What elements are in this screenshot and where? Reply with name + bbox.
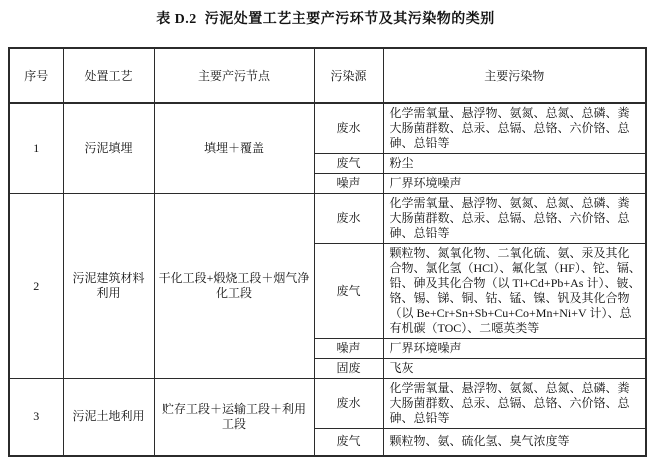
source-cell: 废水 — [314, 103, 383, 154]
table-title: 表 D.2 污泥处置工艺主要产污环节及其污染物的类别 — [156, 12, 495, 27]
header-cell-no: 序号 — [9, 48, 63, 103]
table-row — [9, 103, 646, 154]
header-cell-source: 污染源 — [314, 48, 383, 103]
pollutants-cell: 飞灰 — [383, 359, 646, 379]
pollutants-cell: 颗粒物、氨、硫化氢、臭气浓度等 — [383, 429, 646, 456]
table-row — [9, 379, 646, 429]
pollutants-cell: 颗粒物、氮氧化物、二氧化硫、氨、汞及其化合物、氯化氢（HCl）、氟化氢（HF）、铊、镉、铅、砷及其化合物（以 Tl+Cd+Pb+As 计）、铍、铬、锡、锑、铜、钴、锰、镍、钒及其化合物（以 Be+Cr+Sn+Sb+Cu+Co+Mn+Ni+V 计）、总有机碳（TOC）、二噁英类等 — [383, 244, 646, 339]
pollutants-cell: 化学需氧量、悬浮物、氨氮、总氮、总磷、粪大肠菌群数、总汞、总镉、总铬、六价铬、总砷、总铅等 — [383, 379, 646, 429]
source-cell: 噪声 — [314, 339, 383, 359]
source-cell: 固废 — [314, 359, 383, 379]
node-cell: 贮存工段＋运输工段＋利用工段 — [154, 379, 314, 456]
table-row — [9, 194, 646, 244]
node-cell: 干化工段+煅烧工段＋烟气净化工段 — [154, 194, 314, 379]
row-number-cell: 1 — [9, 103, 63, 194]
source-cell: 废气 — [314, 429, 383, 456]
pollutants-cell: 厂界环境噪声 — [383, 174, 646, 194]
pollutants-cell: 化学需氧量、悬浮物、氨氮、总氮、总磷、粪大肠菌群数、总汞、总镉、总铬、六价铬、总砷、总铅等 — [383, 194, 646, 244]
table-header — [9, 48, 646, 103]
header-row — [9, 48, 646, 103]
process-cell: 污泥填埋 — [63, 103, 154, 194]
header-cell-pollutants: 主要污染物 — [383, 48, 646, 103]
node-cell: 填埋＋覆盖 — [154, 103, 314, 194]
row-number-cell: 3 — [9, 379, 63, 456]
source-cell: 废水 — [314, 194, 383, 244]
source-cell: 废气 — [314, 154, 383, 174]
pollutants-cell: 粉尘 — [383, 154, 646, 174]
header-cell-node: 主要产污节点 — [154, 48, 314, 103]
pollutants-cell: 厂界环境噪声 — [383, 339, 646, 359]
pollutants-cell: 化学需氧量、悬浮物、氨氮、总氮、总磷、粪大肠菌群数、总汞、总镉、总铬、六价铬、总砷、总铅等 — [383, 103, 646, 154]
process-cell: 污泥土地利用 — [63, 379, 154, 456]
pollutants-table — [8, 47, 647, 457]
header-cell-process: 处置工艺 — [63, 48, 154, 103]
row-number-cell: 2 — [9, 194, 63, 379]
source-cell: 噪声 — [314, 174, 383, 194]
source-cell: 废水 — [314, 379, 383, 429]
source-cell: 废气 — [314, 244, 383, 339]
process-cell: 污泥建筑材料利用 — [63, 194, 154, 379]
